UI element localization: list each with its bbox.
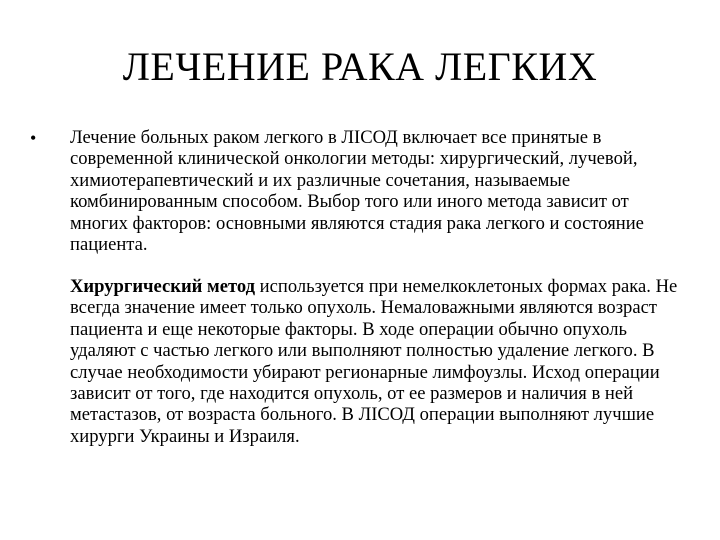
paragraph-intro: Лечение больных раком легкого в ЛІСОД включает все принятые в современной клинической онкологии методы: хирургический, лучевой, химиотерапевтический и их различные сочетания, называемые комбинированным способом. Выбор того или иного метода зависит от многих факторов: основными являются стадия рака легкого и состояние пациента. [70,127,644,256]
surgical-method-text: используется при немелкоклетоных формах рака. Не всегда значение имеет только опухоль. Немаловажными являются возраст пациента и еще некоторые факторы. В ходе операции обычно опухоль удаляют с частью легкого или выполняют полностью удаление легкого. В случае необходимости убирают регионарные лимфоузлы. Исход операции зависит от того, где находится опухоль, от ее размеров и наличия в ней метастазов, от возраста больного. В ЛІСОД операции выполняют лучшие хирурги Украины и Израиля. [70,276,678,447]
surgical-method-heading: Хирургический метод [70,276,256,297]
bullet-point: • [30,128,37,148]
slide-title: ЛЕЧЕНИЕ РАКА ЛЕГКИХ [122,44,598,89]
paragraph-surgical [70,276,686,447]
